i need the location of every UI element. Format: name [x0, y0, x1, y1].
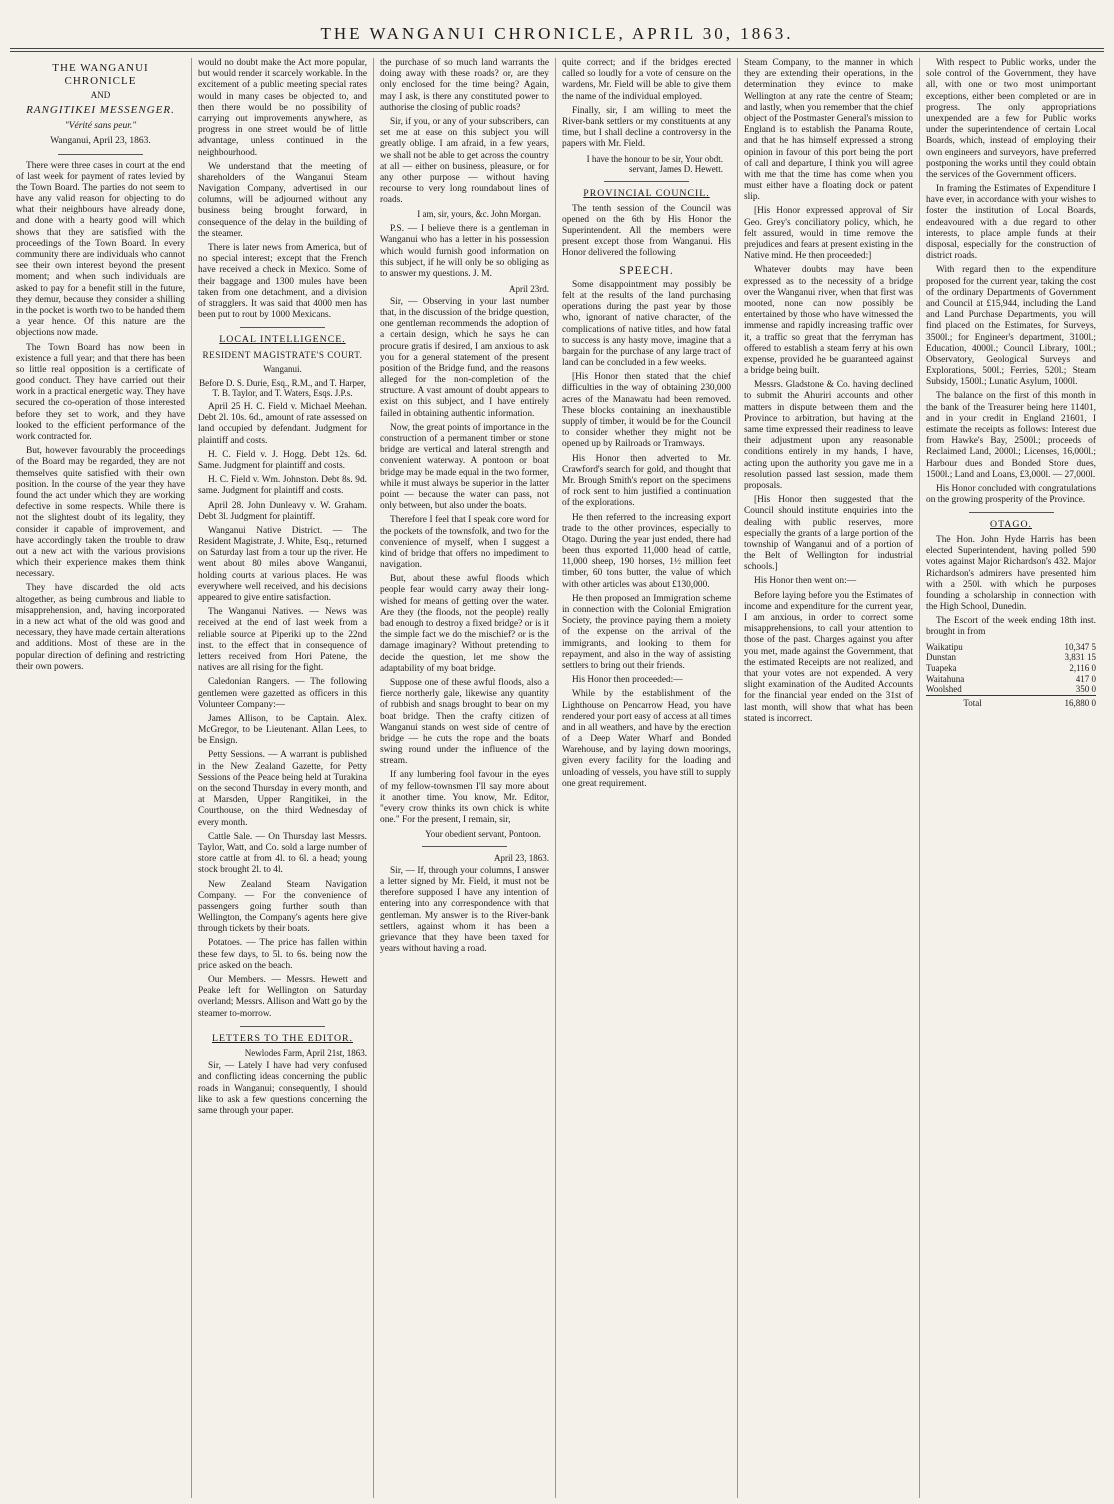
- column-3: [374, 58, 556, 1498]
- section-provincial-council: PROVINCIAL COUNCIL.: [583, 187, 710, 199]
- escort-value: 10,347 5: [1064, 641, 1096, 652]
- paragraph: Therefore I feel that I speak core word for the pockets of the townsfolk, and two for the convenience of myself, when I suggest a kind of bridge that offers no impediment to navigation.: [380, 515, 549, 571]
- escort-value: 350 0: [1075, 684, 1096, 695]
- paragraph: Some disappointment may possibly be felt at the results of the land purchasing operations during the past year by those who, ignorant of native character, of the complications of native titles, and how fatal to success is any hasty move, imagine that a bargain for the purchase of any large tract of land can be concluded in a few weeks.: [562, 279, 731, 369]
- paragraph: Finally, sir, I am willing to meet the River-bank settlers or my constituents at any time, but I shall decline a controversy in the papers with Mr. Field.: [562, 105, 731, 150]
- paragraph: The Town Board has now been in existence a full year; and that there has been so little real opposition is a certificate of good conduct. They have carried out their work in a practical energetic way. They have secured the co-operation of those interested before they set to work, and they have looked to the efficient performance of the work contracted for.: [16, 342, 185, 443]
- paragraph: [His Honor then suggested that the Council should institute enquiries into the dealing with public reserves, more especially the grants of a large portion of the township of Wanganui and of a portion of the Belt of Wellington for industrial schools.]: [744, 495, 913, 573]
- dateline: Wanganui, April 23, 1863.: [50, 136, 151, 147]
- divider: [969, 512, 1054, 513]
- paragraph: Sir, if you, or any of your subscribers, can set me at ease on this subject you will greatly oblige. I am afraid, in a few years, we shall not be able to get across the country at all — either on business, pleasure, or for any other purpose — without having recourse to very long roundabout lines of roads.: [380, 116, 549, 206]
- columns: [10, 58, 1104, 1498]
- paper-and: AND: [90, 90, 111, 101]
- paragraph: the purchase of so much land warrants the doing away with these roads? or, are they only enclosed for the time being? Again, may I ask, is there any constituted power to authorise the closing of public roads?: [380, 58, 549, 113]
- motto: "Vérité sans peur.": [64, 120, 137, 131]
- paragraph: The tenth session of the Council was opened on the 6th by His Honor the Superintendent. All the members were present except those from Wanganui. His Honor delivered the following: [562, 203, 731, 259]
- masthead-rule: [10, 48, 1104, 52]
- paragraph: The Wanganui Natives. — News was received at the end of last week from a reliable source at Piperiki up to the 22nd inst. to the effect that in consequence of letters received from Hori Patene, the natives are all rising for the fight.: [198, 607, 367, 674]
- column-5: [738, 58, 920, 1498]
- court-case: April 25 H. C. Field v. Michael Meehan. Debt 2l. 10s. 6d., amount of rate assessed on land occupied by defendant. Judgment for plaintiff and costs.: [198, 402, 367, 446]
- table-row: [926, 642, 1096, 653]
- masthead: THE WANGANUI CHRONICLE, APRIL 30, 1863.: [320, 24, 794, 43]
- paragraph: would no doubt make the Act more popular, but would render it scarcely workable. In the excitement of a public meeting special rates would in many cases be objected to, and then there would be no possibility of carrying out improvements anywhere, as progress in one street would be of little advantage, unless continued in the neighbourhood.: [198, 58, 367, 158]
- paragraph: The balance on the first of this month in the bank of the Treasurer being here 11401, and in your credit in England 21601, I estimate the receipts as follows: Interest due from Hawke's Bay, 2500l.; proceeds of Reclaimed Land, 2000l.; Licenses, 16,000l.; Harbour dues and Bonded Store dues, 1500l.; Land and Loans, £3,000l. — 27,000l.: [926, 391, 1096, 480]
- column-6: [920, 58, 1102, 1498]
- divider: [58, 154, 143, 155]
- paragraph: Sir, — If, through your columns, I answer a letter signed by Mr. Field, it must not be therefore supposed I have any intention of entering into any correspondence with that gentleman. My answer is to the River-bank settlers, against whom it has been a grievance that they have been taxed for years without having a road.: [380, 865, 549, 955]
- paragraph: They have discarded the old acts altogether, as being cumbrous and liable to misapprehension, and, having incorporated in a new act what of the old was good and necessary, they have made certain alterations and additions. Most of these are in the popular direction of defining and restricting their own powers.: [16, 583, 185, 672]
- paragraph: Potatoes. — The price has fallen within these few days, to 5l. to 6s. being now the price asked on the beach.: [198, 938, 367, 971]
- paragraph: The Hon. John Hyde Harris has been elected Superintendent, having polled 590 votes against Major Richardson's 432. Major Richardson's admirers have presented him with a 250l. with which he purposes founding a scholarship in connection with the High School, Dunedin.: [926, 534, 1096, 613]
- postscript: P.S. — I believe there is a gentleman in Wanganui who has a letter in his possession which would furnish good information on this subject, if he will only be so obliging as to answer my questions. J. M.: [380, 224, 549, 279]
- paragraph: He then proposed an Immigration scheme in connection with the Colonial Emigration Society, the province paying them a moiety of the expense on the arrival of the immigrants, and looking to them for repayment, and also in the way of assisting settlers to bring out their friends.: [562, 593, 731, 671]
- table-row: [926, 684, 1096, 695]
- escort-place: Tuapeka: [926, 663, 957, 674]
- paragraph: [His Honor expressed approval of Sir Geo. Grey's conciliatory policy, which, he felt assured, would in time remove the prejudices and fears at present existing in the Native mind. He then proceeded:]: [744, 206, 913, 262]
- paragraph: His Honor concluded with congratulations on the growing prosperity of the Province.: [926, 483, 1096, 506]
- column-4: [556, 58, 738, 1498]
- column-1: [10, 58, 192, 1498]
- table-row: [926, 674, 1096, 685]
- paragraph: Steam Company, to the manner in which they are extending their operations, in the determination they evince to make Wellington at any rate the centre of Steam; and lastly, when you remember that the chief object of the Postmaster General's mission to England is to establish the Panama Route, and that he has himself expressed a strong opinion in favour of this port being the port of call and departure, I think you will agree with me that the time has come when you must either have a floating dock or patent slip.: [744, 58, 913, 203]
- escort-value: 3,831 15: [1064, 652, 1096, 663]
- paragraph: Messrs. Gladstone & Co. having declined to submit the Ahuriri accounts and other matters in dispute between them and the Province to arbitration, but having at the same time expressed their readiness to leave their adjustment upon any reasonable conditions entirely in my hands, I have, acting upon the authority you gave me in a resolution passed last session, made them proposals.: [744, 380, 913, 491]
- letter-date: April 23rd.: [509, 284, 549, 295]
- speech-heading: SPEECH.: [619, 262, 674, 277]
- divider: [240, 327, 325, 328]
- court-before: Before D. S. Durie, Esq., R.M., and T. Harper, T. B. Taylor, and T. Waters, Esqs. J.P.s.: [199, 377, 366, 399]
- paragraph: His Honor then went on:—: [754, 576, 857, 587]
- letter-address: Newlodes Farm, April 21st, 1863.: [244, 1048, 367, 1059]
- paragraph: But, however favourably the proceedings of the Board may be regarded, they are not themselves quite satisfied with their own position. In the course of the year they have found the act under which they are working defective in some respects. While there is not the slightest doubt of its legality, they consider it capable of improvement, and have accordingly taken the trouble to draw out a new act with the various provisions which their experience makes them think necessary.: [16, 446, 185, 580]
- court-case: H. C. Field v. Wm. Johnston. Debt 8s. 9d. same. Judgment for plaintiff and costs.: [198, 475, 367, 497]
- escort-value: 2,116 0: [1069, 663, 1096, 674]
- paragraph: While by the establishment of the Lighthouse on Pencarrow Head, you have rendered your port easy of access at all times and in all weathers, and have by the erection of a Deep Water Wharf and Bonded Warehouse, and by laying down moorings, given every facility for the loading and unloading of vessels, you have still to supply one great requirement.: [562, 689, 731, 789]
- paragraph: Before laying before you the Estimates of income and expenditure for the current year, I am anxious, in order to correct some misapprehensions, to call your attention to those of the past. Charges against you after you met, made against the Government, that the estimated Receipts are not realized, and that your votes are not expended. A very slight examination of the Audited Accounts for the financial year ended on the 31st of last month, will show that what has been stated is incorrect.: [744, 590, 913, 724]
- paragraph: In framing the Estimates of Expenditure I have ever, in accordance with your wishes to foster the institution of Local Boards, endeavoured with a due regard to other interests, to place ample funds at their disposal, especially for the construction of district roads.: [926, 184, 1096, 262]
- letter-date: April 23, 1863.: [494, 853, 549, 864]
- signature: I have the honour to be sir, Your obdt. servant, James D. Hewett.: [586, 153, 723, 175]
- paragraph: Caledonian Rangers. — The following gentlemen were gazetted as officers in this Volunteer Company:—: [198, 677, 367, 710]
- paper-subtitle: RANGITIKEI MESSENGER.: [26, 103, 175, 116]
- section-letters: LETTERS TO THE EDITOR.: [211, 1032, 353, 1044]
- escort-total-value: 16,880 0: [1019, 696, 1096, 709]
- paragraph: With respect to Public works, under the sole control of the Government, they have all, with one or two most unimportant exceptions, either been completed or are in progress. The only appropriations unexpended are a few for Public works under the superintendence of certain Local Boards, which, instead of employing their own engineers and surveyors, have preferred postponing the works until they could obtain the services of the Government officers.: [926, 58, 1096, 180]
- court-heading: RESIDENT MAGISTRATE'S COURT.: [202, 349, 363, 360]
- paragraph: But, about these awful floods which people fear would carry away their long-wished for means of getting over the water. Are they (the floods, not the people) really bad enough to destroy a fixed bridge? or is it the simple fact we do the mischief? or is the damage imaginary? Without pretending to decide the question, let me show the adaptability of my boat bridge.: [380, 574, 549, 674]
- paragraph: His Honor then proceeded:—: [572, 675, 683, 686]
- column-2: [192, 58, 374, 1498]
- signature: I am, sir, yours, &c. John Morgan.: [417, 209, 541, 220]
- paper-title: THE WANGANUI CHRONICLE: [52, 62, 149, 88]
- paragraph: [His Honor then stated that the chief difficulties in the way of obtaining 230,000 acres of the Manawatu had been removed. These blocks containing an inexhaustible supply of timber, it would be for the Council to consider whether they might not be opened up by Railroads or Tramways.: [562, 372, 731, 450]
- paragraph: His Honor then adverted to Mr. Crawford's search for gold, and thought that Mr. Brough Smith's report on the specimens of rock sent to him justified a continuation of the explorations.: [562, 453, 731, 509]
- paragraph: Suppose one of these awful floods, also a fierce northerly gale, likewise any quantity of rubbish and snags brought to bear on my boat bridge. Then the crafty citizen of Wanganui stands on west side of centre of bridge — he cuts the rope and the boats swing round under the influence of the stream.: [380, 677, 549, 767]
- paragraph: quite correct; and if the bridges erected called so loudly for a vote of censure on the wardens, Mr. Field will be able to give them the name of the individual employed.: [562, 58, 731, 102]
- paragraph: Wanganui Native District. — The Resident Magistrate, J. White, Esq., returned on Saturday last from a tour up the river. He went about 80 miles above Wanganui, holding courts at various places. He was everywhere well received, and his decisions appeared to give entire satisfaction.: [198, 525, 367, 604]
- paragraph: He then referred to the increasing export trade to the other provinces, especially to Otago. During the year just ended, there had been thus exported 11,000 head of cattle, 11,000 sheep, 190 horses, 1½ million feet timber, 60 tons butter, the value of which with other articles was about £130,000.: [562, 512, 731, 590]
- paragraph: The Escort of the week ending 18th inst. brought in from: [926, 616, 1096, 638]
- paragraph: There were three cases in court at the end of last week for payment of rates levied by the Town Board. The parties do not seem to have any valid reason for objecting to do what their neighbours have already done, and done with a hearty good will which shows that they are satisfied with the proceedings of the Town Board. In every community there are individuals who cannot see their own interest beyond the present moment; and when such individuals are asked to pay for a benefit still in the future, they demur, because they consider a shilling in the pocket is worth two to be handed them a year hence. Of this nature are the objections now made.: [16, 160, 185, 339]
- court-case: April 28. John Dunleavy v. W. Graham. Debt 3l. Judgment for plaintiff.: [198, 500, 367, 522]
- table-row: [926, 652, 1096, 663]
- paragraph: With regard then to the expenditure proposed for the current year, taking the cost of the ordinary Departments of Government and Council at £15,944, including the Land and Land Purchase Departments, you will find placed on the Estimates, for Surveys, 3500l.; for Engineer's department, 3100l.; Education, 4000l.; Council Library, 100l.; Observatory, Geological Surveys and Explorations, 500l.; Ferries, 520l.; Steam Subsidy, 1500l.; Lunatic Asylum, 1000l.: [926, 265, 1096, 388]
- officers-list: James Allison, to be Captain. Alex. McGregor, to be Lieutenant. Allan Lees, to be Ensign.: [198, 713, 367, 747]
- paragraph: Sir, — Observing in your last number that, in the discussion of the bridge question, one gentleman recommends the adoption of a certain design, which he says he can procure gratis if desired, I am anxious to ask you for a general statement of the present position of the Bridge fund, and the reasons alleged for the non-completion of the structure. A vast amount of doubt appears to exist on this subject, and I have entirely failed in obtaining authentic information.: [380, 296, 549, 419]
- divider: [604, 181, 689, 182]
- escort-place: Waikatipu: [926, 641, 963, 652]
- section-otago: OTAGO.: [990, 519, 1032, 531]
- section-local-intelligence: LOCAL INTELLIGENCE.: [219, 334, 346, 346]
- escort-place: Waitahuna: [926, 673, 965, 684]
- divider: [240, 1026, 325, 1027]
- table-total-row: [926, 696, 1096, 709]
- escort-total-label: Total: [926, 696, 1019, 709]
- court-place: Wanganui.: [263, 363, 302, 374]
- paragraph: Sir, — Lately I have had very confused and conflicting ideas concerning the public roads in Wanganui; consequently, I should like to ask a few questions concerning the same through your paper.: [198, 1061, 367, 1116]
- signature: Your obedient servant, Pontoon.: [425, 829, 541, 840]
- paragraph: Whatever doubts may have been expressed as to the necessity of a bridge over the Wanganui river, when that first was mooted, none can now possibly be entertained by those who have witnessed the immense and rapidly increasing traffic over it, a traffic so great that the ferryman has offered to establish a steam ferry at his own expense, provided he be guaranteed against a bridge being built.: [744, 265, 913, 377]
- paragraph: New Zealand Steam Navigation Company. — For the convenience of passengers going further south than Wellington, the Company's agents here give through tickets by their boats.: [198, 879, 367, 935]
- escort-table: [926, 642, 1096, 709]
- escort-value: 417 0: [1075, 673, 1096, 684]
- paragraph: Our Members. — Messrs. Hewett and Peake left for Wellington on Saturday overland; Messrs. Allison and Watt go by the steamer to-morrow.: [198, 975, 367, 1019]
- divider: [422, 846, 507, 847]
- paragraph: Now, the great points of importance in the construction of a permanent timber or stone bridge are vertical and lateral strength and convenient waterway. A pontoon or boat bridge may be made equal in the two former, while it must always be superior in the latter point — because the water can pass, not only between, but also under the boats.: [380, 422, 549, 512]
- paragraph: We understand that the meeting of shareholders of the Wanganui Steam Navigation Company, advertised in our columns, will be adjourned without any business being brought forward, in consequence of the delay in the building of the steamer.: [198, 161, 367, 239]
- escort-place: Dunstan: [926, 652, 956, 663]
- paragraph: Cattle Sale. — On Thursday last Messrs. Taylor, Watt, and Co. sold a large number of store cattle at from 4l. to 6l. a head; young stock brought 2l. to 4l.: [198, 831, 367, 876]
- escort-place: Woolshed: [926, 684, 962, 695]
- paragraph: Petty Sessions. — A warrant is published in the New Zealand Gazette, for Petty Sessions of the Peace being held at Turakina on the second Thursday in every month, and at Marsden, Upper Rangitikei, in the Courthouse, on the third Wednesday of every month.: [198, 750, 367, 828]
- paragraph: If any lumbering fool favour in the eyes of my fellow-townsmen I'll say more about it another time. You know, Mr. Editor, "every crow thinks its own chick is white one." For the present, I remain, sir,: [380, 770, 549, 826]
- table-row: [926, 663, 1096, 674]
- court-case: H. C. Field v. J. Hogg. Debt 12s. 6d. Same. Judgment for plaintiff and costs.: [198, 449, 367, 471]
- paragraph: There is later news from America, but of no special interest; except that the French have received a check in Mexico. Some of their baggage and 1300 mules have been taken from one detachment, and a division of stragglers. It was said that 4000 men has been put to rout by 1000 Mexicans.: [198, 243, 367, 321]
